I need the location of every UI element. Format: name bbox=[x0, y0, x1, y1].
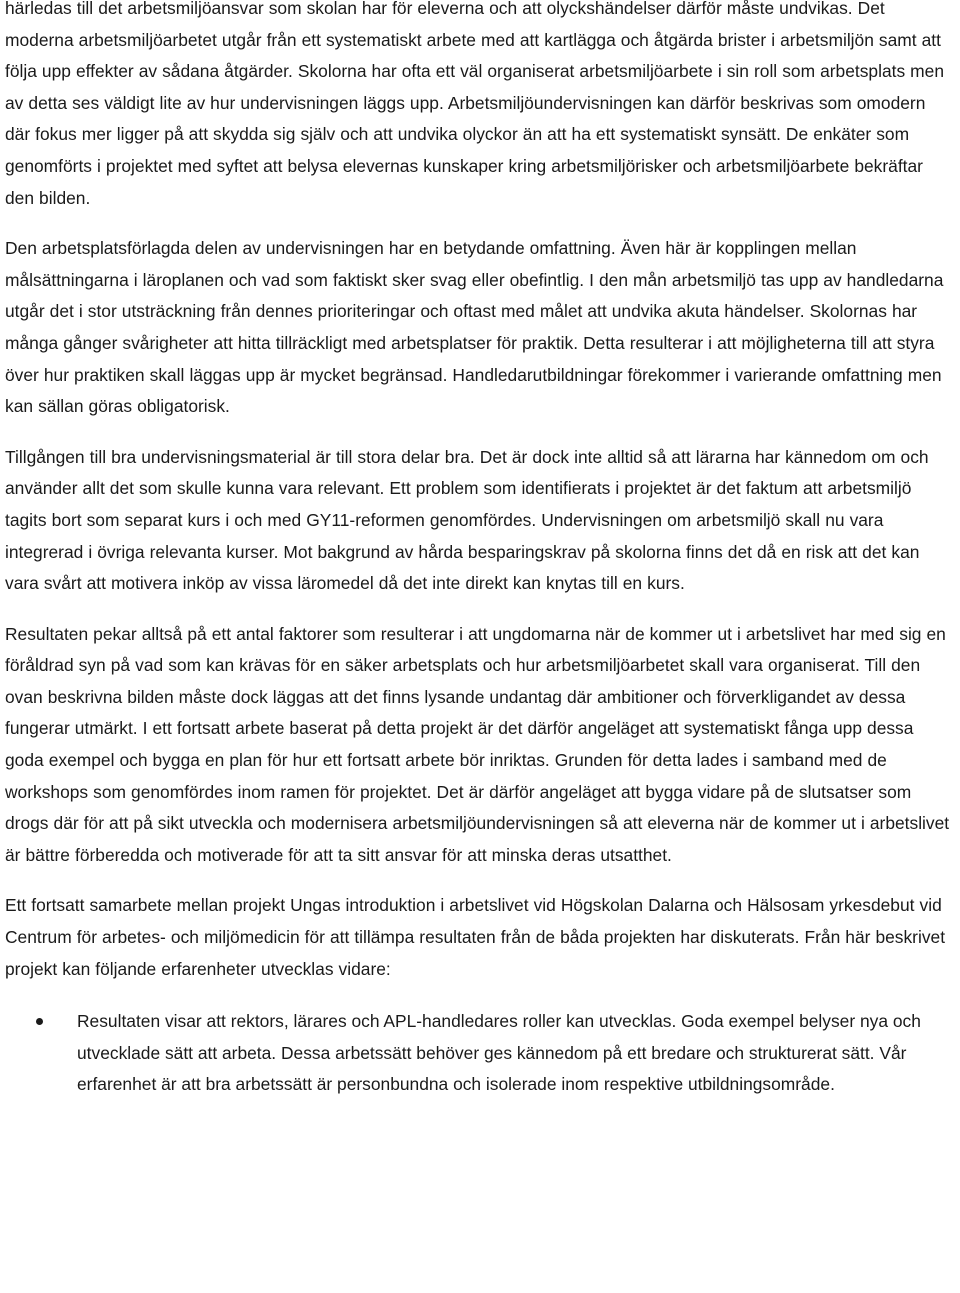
list-item bbox=[5, 1006, 954, 1101]
paragraph-4: Resultaten pekar alltså på ett antal faktorer som resulterar i att ungdomarna när de kommer ut i arbetslivet har med sig en föråldrad syn på vad som kan krävas för en säker arbetsplats och hur arbetsmiljöarbetet skall vara organiserat. Till den ovan beskrivna bilden måste dock läggas att det finns lysande undantag där ambitioner och förverkligandet av dessa fungerar utmärkt. I ett fortsatt arbete baserat på detta projekt är det därför angeläget att systematiskt fånga upp dessa goda exempel och bygga en plan för hur ett fortsatt arbete bör inriktas. Grunden för detta lades i samband med de workshops som genomfördes inom ramen för projektet. Det är därför angeläget att bygga vidare på de slutsatser som drogs där för att på sikt utveckla och modernisera arbetsmiljöundervisningen så att eleverna när de kommer ut i arbetslivet är bättre förberedda och motiverade för att ta sitt ansvar för att minska deras utsatthet. bbox=[5, 623, 950, 865]
paragraph-2: Den arbetsplatsförlagda delen av undervisningen har en betydande omfattning. Även här är kopplingen mellan målsättningarna i läroplanen och vad som faktiskt sker svag eller obefintlig. I den mån arbetsmiljö tas upp av handledarna utgår det i stor utsträckning från dennes prioriteringar och oftast med målet att undvika akuta händelser. Skolornas har många gånger svårigheter att hitta tillräckligt med arbetsplatser för praktik. Detta resulterar i att möjligheterna till att styra över hur praktiken skall läggas upp är mycket begränsad. Handledarutbildningar förekommer i varierande omfattning men kan sällan göras obligatorisk. bbox=[5, 238, 944, 417]
bullet-icon bbox=[36, 1018, 43, 1025]
paragraph-1: härledas till det arbetsmiljöansvar som skolan har för eleverna och att olyckshändelser därför måste undvikas. Det moderna arbetsmiljöarbetet utgår från ett systematiskt arbete med att kartlägga och åtgärda brister i arbetsmiljön samt att följa upp effekter av sådana åtgärder. Skolorna har ofta ett väl organiserat arbetsmiljöarbete i sin roll som arbetsplats men av detta ses väldigt lite av hur undervisningen läggs upp. Arbetsmiljöundervisningen kan därför beskrivas som omodern där fokus mer ligger på att skydda sig själv och att undvika olyckor än att ha ett systematiskt synsätt. De enkäter som genomförts i projektet med syftet att belysa elevernas kunskaper kring arbetsmiljörisker och arbetsmiljöarbete bekräftar den bilden. bbox=[5, 0, 945, 208]
bullet-list bbox=[5, 1006, 954, 1101]
paragraph-5: Ett fortsatt samarbete mellan projekt Ungas introduktion i arbetslivet vid Högskolan Dalarna och Hälsosam yrkesdebut vid Centrum för arbetes- och miljömedicin för att tillämpa resultaten från de båda projekten har diskuterats. Från här beskrivet projekt kan följande erfarenheter utvecklas vidare: bbox=[5, 895, 946, 979]
bullet-text: Resultaten visar att rektors, lärares och APL-handledares roller kan utvecklas. Goda exempel belyser nya och utvecklade sätt att arbeta. Dessa arbetssätt behöver ges kännedom på ett bredare och strukturerat sätt. Vår erfarenhet är att bra arbetssätt är personbundna och isolerade inom respektive utbildningsområde. bbox=[77, 1011, 921, 1095]
paragraph-3: Tillgången till bra undervisningsmaterial är till stora delar bra. Det är dock inte alltid så att lärarna har kännedom om och använder allt det som skulle kunna vara relevant. Ett problem som identifierats i projektet är det faktum att arbetsmiljö tagits bort som separat kurs i och med GY11-reformen genomfördes. Undervisningen om arbetsmiljö skall nu vara integrerad i övriga relevanta kurser. Mot bakgrund av hårda besparingskrav på skolorna finns det då en risk att det kan vara svårt att motivera inköp av vissa läromedel då det inte direkt kan knytas till en kurs. bbox=[5, 446, 929, 594]
